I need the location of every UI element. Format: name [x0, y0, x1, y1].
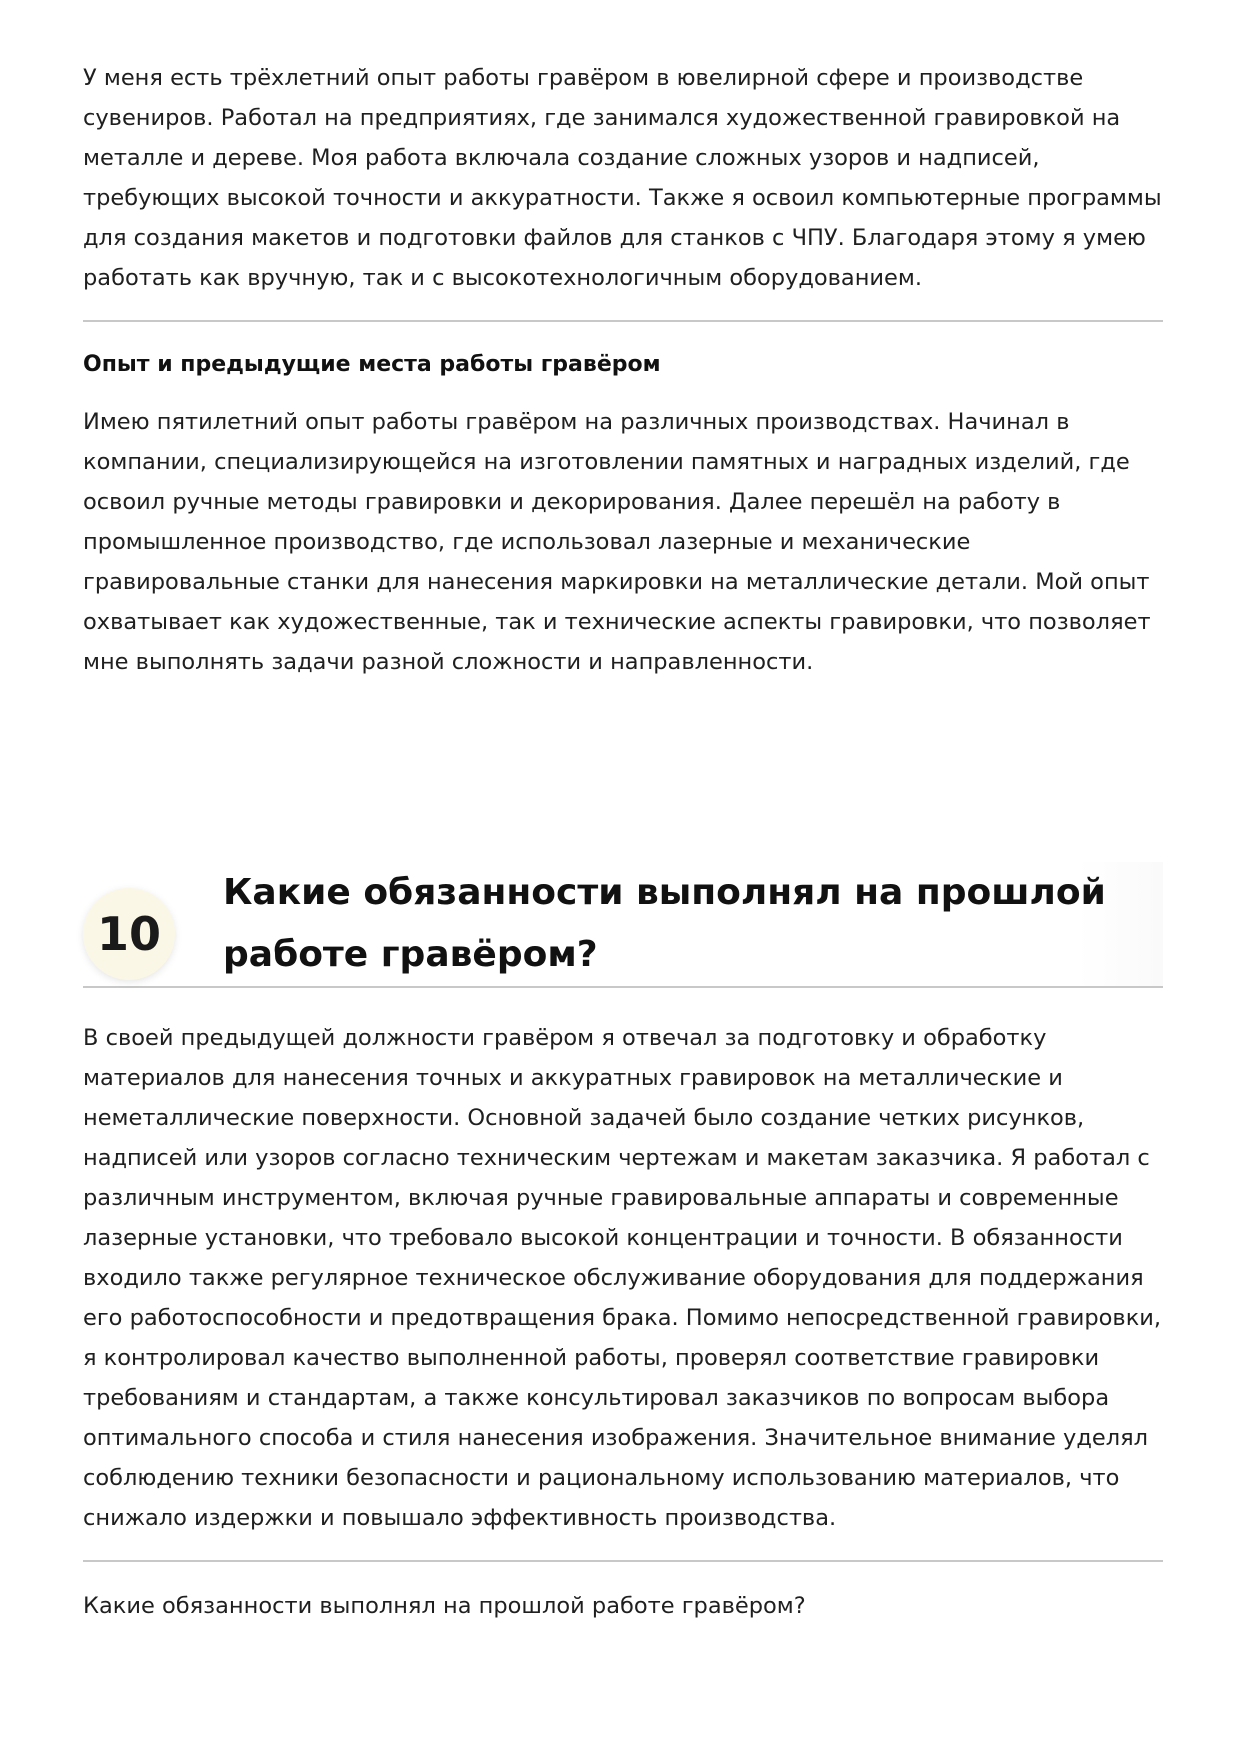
spacer [83, 682, 1163, 862]
section-10-header [83, 862, 1163, 988]
section-number-badge: 10 [83, 888, 175, 980]
footer-question: Какие обязанности выполнял на прошлой работе гравёром? [83, 1593, 806, 1619]
document-page [83, 58, 1163, 1626]
experience-paragraph: Имею пятилетний опыт работы гравёром на различных производствах. Начинал в компании, специализирующейся на изготовлении памятных и наградных изделий, где освоил ручные методы гравировки и декорирования. Далее перешёл на работу в промышленное производство, где использовал лазерные и механические гравировальные станки для нанесения маркировки на металлические детали. Мой опыт охватывает как художественные, так и технические аспекты гравировки, что позволяет мне выполнять задачи разной сложности и направленности. [83, 409, 1151, 675]
divider-1 [83, 320, 1163, 322]
divider-2 [83, 1560, 1163, 1562]
experience-heading: Опыт и предыдущие места работы гравёром [83, 352, 661, 377]
intro-paragraph: У меня есть трёхлетний опыт работы гравёром в ювелирной сфере и производстве сувениров. Работал на предприятиях, где занимался художественной гравировкой на металле и дереве. Моя работа включала создание сложных узоров и надписей, требующих высокой точности и аккуратности. Также я освоил компьютерные программы для создания макетов и подготовки файлов для станков с ЧПУ. Благодаря этому я умею работать как вручную, так и с высокотехнологичным оборудованием. [83, 65, 1162, 291]
duties-paragraph: В своей предыдущей должности гравёром я отвечал за подготовку и обработку материалов для нанесения точных и аккуратных гравировок на металлические и неметаллические поверхности. Основной задачей было создание четких рисунков, надписей или узоров согласно техническим чертежам и макетам заказчика. Я работал с различным инструментом, включая ручные гравировальные аппараты и современные лазерные установки, что требовало высокой концентрации и точности. В обязанности входило также регулярное техническое обслуживание оборудования для поддержания его работоспособности и предотвращения брака. Помимо непосредственной гравировки, я контролировал качество выполненной работы, проверял соответствие гравировки требованиям и стандартам, а также консультировал заказчиков по вопросам выбора оптимального способа и стиля нанесения изображения. Значительное внимание уделял соблюдению техники безопасности и рациональному использованию материалов, что снижало издержки и повышало эффективность производства. [83, 1025, 1162, 1531]
section-title: Какие обязанности выполнял на прошлой работе гравёром? [223, 872, 1106, 975]
